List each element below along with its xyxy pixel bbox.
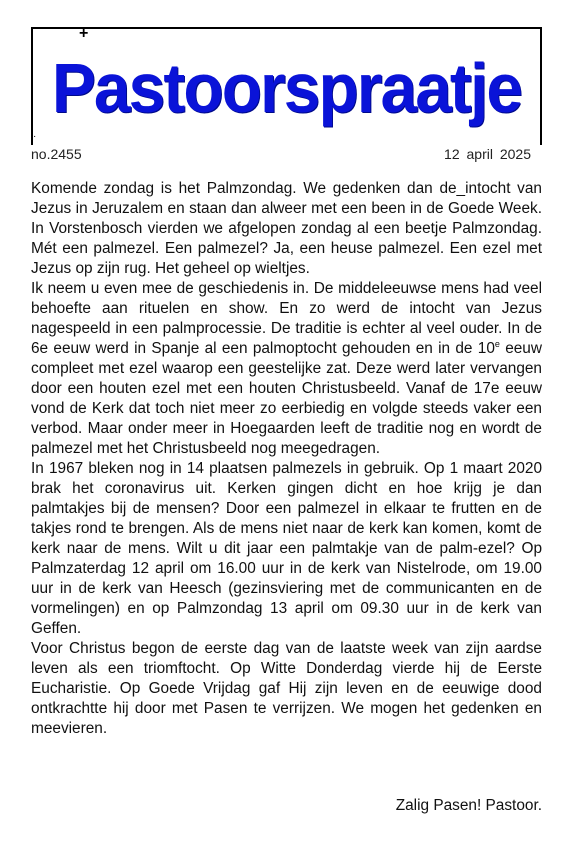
article-paragraph-1: Komende zondag is het Palmzondag. We gedenken dan de_intocht van Jezus in Jeruzalem en staan dan alweer met een been in de Goede Week. In Vorstenbosch vierden we afgelopen zondag al een beetje Palmzondag. Mét een palmezel. Een palmezel? Ja, een heuse palmezel. Een ezel met Jezus op zijn rug. Het geheel op wieltjes. <box>31 180 542 277</box>
article-paragraph-2-rest: eeuw compleet met ezel waarop een geestelijke zat. Deze werd later vervangen door een houten ezel met een houten Christusbeeld. Vanaf de 17e eeuw vond de Kerk dat toch niet meer zo eerbiedig en volgde steeds vaker een verbod. Maar onder meer in Hoegaarden leeft de traditie nog en wordt de palmezel met het Christusbeeld nog meegedragen. <box>31 340 542 457</box>
issue-number: no.2455 <box>31 146 82 162</box>
issue-date: 12 april 2025 <box>444 146 531 162</box>
signature: Zalig Pasen! Pastoor. <box>395 797 542 814</box>
article-paragraph-2-start: Ik neem u even mee de geschiedenis in. De middeleeuwse mens had veel behoefte aan rituelen en show. En zo werd de intocht van Jezus nagespeeld in een palmprocessie. De traditie is echter al veel ouder. In de 6e eeuw werd in Spanje al een palmoptocht gehouden en in de 10 <box>31 280 542 357</box>
cross-mark: + <box>79 25 89 42</box>
issue-meta-row <box>31 145 531 163</box>
article-paragraph-4: Voor Christus begon de eerste dag van de laatste week van zijn aardse leven als een triomftocht. Op Witte Donderdag vierde hij de Eerste Eucharistie. Op Goede Vrijdag gaf Hij zijn leven en de eeuwige dood ontkrachtte hij door met Pasen te verrijzen. We mogen het gedenken en meevieren. <box>31 640 542 737</box>
masthead-box <box>31 27 542 145</box>
article-body <box>31 179 542 739</box>
article-paragraph-2 <box>31 279 542 459</box>
dot-mark: · <box>33 131 37 142</box>
superscript-e: e <box>494 338 500 349</box>
article-paragraph-3: In 1967 bleken nog in 14 plaatsen palmezels in gebruik. Op 1 maart 2020 brak het coronavirus uit. Kerken gingen dicht en hoe krijg je dan palmtakjes bij de mensen? Door een palmezel in elkaar te frutten en de takjes rond te brengen. Als de mens niet naar de kerk kan komen, komt de kerk naar de mens. Wilt u dit jaar een palmtakje van de palm-ezel? Op Palmzaterdag 12 april om 16.00 uur in de kerk van Nistelrode, om 19.00 uur in de kerk van Heesch (gezinsviering met de communicanten en de vormelingen) en op Palmzondag 13 april om 09.30 uur in de kerk van Geffen. <box>31 460 542 637</box>
masthead-title: Pastoorspraatje <box>51 49 522 127</box>
